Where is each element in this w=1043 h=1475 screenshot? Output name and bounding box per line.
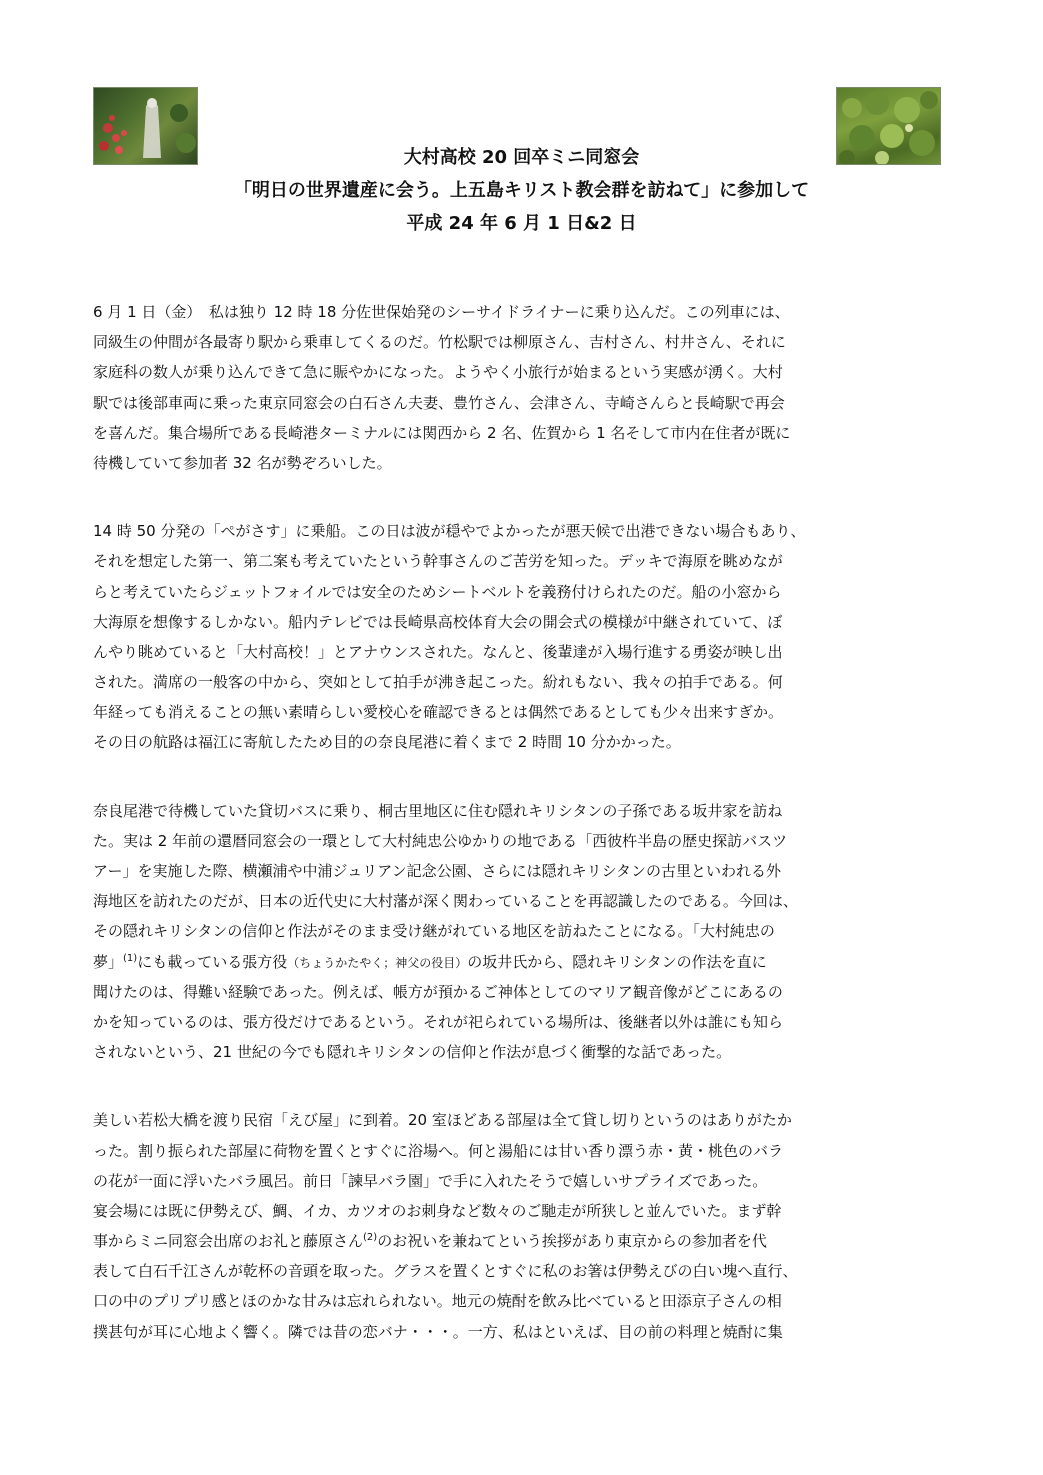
paragraph-2 — [93, 516, 943, 758]
text-line: 家庭科の数人が乗り込んできて急に賑やかになった。ようやく小旅行が始まるという実感が湧く。大村 — [93, 363, 783, 382]
paragraph-3 — [93, 796, 943, 1068]
title-line-2: 「明日の世界遺産に会う。上五島キリスト教会群を訪ねて」に参加して — [233, 180, 810, 201]
paragraph-1 — [93, 297, 943, 478]
text-line: 駅では後部車両に乗った東京同窓会の白石さん夫妻、豊竹さん、会津さん、寺崎さんらと長崎駅で再会 — [93, 393, 785, 412]
text-line: を喜んだ。集合場所である長崎港ターミナルには関西から 2 名、佐賀から 1 名そして市内在住者が既に — [93, 423, 791, 442]
footnote-marker-1: (1) — [123, 952, 138, 964]
text-fragment: のお祝いを兼ねてという挨拶があり東京からの参加者を代 — [377, 1232, 767, 1251]
text-line: た。実は 2 年前の還暦同窓会の一環として大村純忠公ゆかりの地である「西彼杵半島の歴史探訪バスツ — [93, 831, 788, 850]
text-line: それを想定した第一、第二案も考えていたという幹事さんのご苦労を知った。デッキで海原を眺めなが — [93, 552, 783, 571]
text-line: 宴会場には既に伊勢えび、鯛、イカ、カツオのお刺身など数々のご馳走が所狭しと並んでいた。まず幹 — [93, 1201, 782, 1220]
text-line: 同級生の仲間が各最寄り駅から乗車してくるのだ。竹松駅では柳原さん、吉村さん、村井さん、それに — [93, 333, 786, 352]
document-body — [93, 297, 943, 1347]
text-line: されないという、21 世紀の今でも隠れキリシタンの信仰と作法が息づく衝撃的な話であった。 — [93, 1043, 732, 1062]
text-line: 美しい若松大橋を渡り民宿「えび屋」に到着。20 室ほどある部屋は全て貸し切りというのはありがたか — [93, 1111, 792, 1130]
text-line: 奈良尾港で待機していた貸切バスに乗り、桐古里地区に住む隠れキリシタンの子孫である坂井家を訪ね — [93, 801, 783, 820]
text-line: った。割り振られた部屋に荷物を置くとすぐに浴場へ。何と湯船には甘い香り漂う赤・黄・桃色のバラ — [93, 1141, 784, 1160]
text-line: アー」を実施した際、横瀬浦や中浦ジュリアン記念公園、さらには隠れキリシタンの古里といわれる外 — [93, 862, 782, 880]
title-line-3: 平成 24 年 6 月 1 日&2 日 — [406, 213, 637, 234]
text-line: 待機していて参加者 32 名が勢ぞろいした。 — [93, 453, 392, 472]
text-line: 口の中のプリプリ感とほのかな甘みは忘れられない。地元の焼酎を飲み比べていると田添京子さんの相 — [93, 1292, 782, 1311]
text-line: 大海原を想像するしかない。船内テレビでは長崎県高校体育大会の開会式の模様が中継されていて、ぼ — [93, 612, 783, 631]
text-line: 14 時 50 分発の「ぺがさす」に乗船。この日は波が穏やでよかったが悪天候で出港できない場合もあり、 — [93, 522, 806, 541]
paragraph-4 — [93, 1105, 943, 1347]
reading-annotation: （ちょうかたやく；神父の役目） — [287, 955, 468, 970]
text-fragment: の坂井氏から、隠れキリシタンの作法を直に — [467, 952, 767, 971]
text-line: された。満席の一般客の中から、突如として拍手が沸き起こった。紛れもない、我々の拍手である。何 — [93, 673, 783, 692]
text-line: んやり眺めていると「大村高校！」とアナウンスされた。なんと、後輩達が入場行進する勇姿が映し出 — [93, 642, 783, 661]
text-line: その日の航路は福江に寄航したため目的の奈良尾港に着くまで 2 時間 10 分かかった。 — [93, 733, 681, 752]
text-line: 表して白石千江さんが乾杯の音頭を取った。グラスを置くとすぐに私のお箸は伊勢えびの白い塊へ直行、 — [93, 1262, 798, 1281]
text-line: その隠れキリシタンの信仰と作法がそのまま受け継がれている地区を訪ねたことになる。「大村純忠の — [93, 922, 775, 941]
text-fragment: にも載っている張方役 — [137, 952, 288, 971]
text-line: 6 月 1 日（金） 私は独り 12 時 18 分佐世保始発のシーサイドライナーに乗り込んだ。この列車には、 — [93, 303, 790, 321]
text-line-with-footnote — [93, 947, 943, 977]
text-line: の花が一面に浮いたバラ風呂。前日「諫早バラ園」で手に入れたそうで嬉しいサプライズであった。 — [93, 1171, 768, 1190]
document-title — [0, 141, 1043, 240]
text-line: らと考えていたらジェットフォイルでは安全のためシートベルトを義務付けられたのだ。船の小窓から — [93, 582, 782, 601]
footnote-marker-2: (2) — [363, 1232, 378, 1244]
text-line: 海地区を訪れたのだが、日本の近代史に大村藩が深く関わっていることを再認識したのである。今回は、 — [93, 892, 798, 911]
text-fragment: 夢」 — [93, 952, 124, 971]
text-line: 年経っても消えることの無い素晴らしい愛校心を確認できるとは偶然であるとしても少々出来すぎか。 — [93, 703, 784, 722]
text-line: 撲甚句が耳に心地よく響く。隣では昔の恋バナ・・・。一方、私はといえば、目の前の料理と焼酎に集 — [93, 1322, 783, 1341]
text-fragment: 事からミニ同窓会出席のお礼と藤原さん — [93, 1232, 364, 1251]
text-line: 聞けたのは、得難い経験であった。例えば、帳方が預かるご神体としてのマリア観音像がどこにあるの — [93, 982, 783, 1001]
text-line-with-footnote — [93, 1226, 943, 1256]
title-line-1: 大村高校 20 回卒ミニ同窓会 — [403, 147, 640, 168]
text-line: かを知っているのは、張方役だけであるという。それが祀られている場所は、後継者以外は誰にも知ら — [93, 1012, 784, 1031]
